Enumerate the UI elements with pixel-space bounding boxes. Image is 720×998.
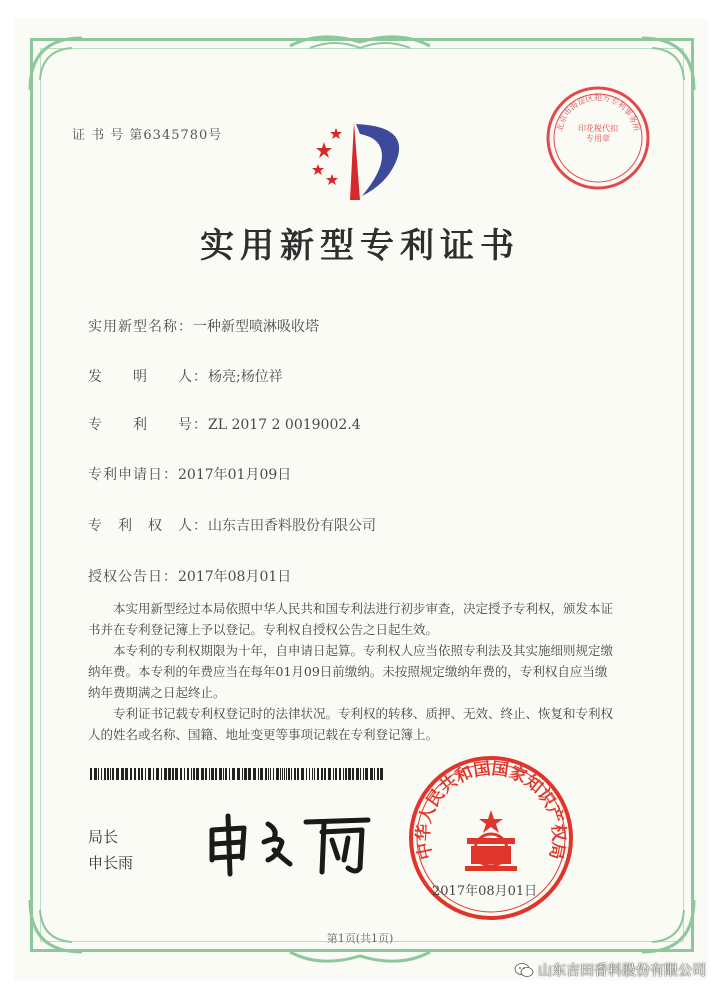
field-label: 专利申请日： <box>88 467 178 483</box>
barcode-bar <box>377 768 379 780</box>
barcode-bar <box>248 768 251 780</box>
barcode-bar <box>328 768 331 780</box>
barcode-bar <box>121 768 124 780</box>
barcode-bar <box>270 768 271 780</box>
barcode-bar <box>138 768 140 780</box>
barcode-bar <box>363 768 364 780</box>
paragraph: 专利证书记载专利权登记时的法律状况。专利权的转移、质押、无效、终止、恢复和专利权人的姓名或名称、国籍、地址变更等事项记载在专利登记簿上。 <box>88 706 614 742</box>
barcode-bar <box>284 768 285 780</box>
barcode-bar <box>148 768 151 780</box>
barcode-bar <box>291 768 292 780</box>
field-grant-date <box>88 566 291 586</box>
barcode-bar <box>244 768 247 780</box>
barcode-bar <box>209 768 210 780</box>
field-value: 山东吉田香料股份有限公司 <box>208 518 376 534</box>
barcode-bar <box>352 768 354 780</box>
certificate-body-text <box>88 598 613 745</box>
patent-office-logo-icon <box>302 112 412 202</box>
corner-ornament-br <box>632 890 702 960</box>
barcode-bar <box>193 768 195 780</box>
barcode-bar <box>219 768 222 780</box>
barcode-bar <box>153 768 154 780</box>
barcode-bar <box>345 768 347 780</box>
barcode-bar <box>324 768 326 780</box>
barcode-bar <box>98 768 99 780</box>
barcode-bar <box>260 768 263 780</box>
barcode-bar <box>380 768 383 780</box>
field-label: 发 明 人： <box>88 369 208 385</box>
field-label: 实用新型名称： <box>88 319 193 335</box>
barcode-bar <box>268 768 269 780</box>
barcode-bar <box>306 768 307 780</box>
barcode-bar <box>191 768 192 780</box>
barcode-bar <box>156 768 159 780</box>
barcode-bar <box>90 768 92 780</box>
barcode-bar <box>294 768 296 780</box>
director-name: 申长雨 <box>88 854 134 872</box>
barcode-bar <box>225 768 227 780</box>
watermark-text: 山东吉田香料股份有限公司 <box>538 963 706 979</box>
bottom-ornament <box>280 944 440 968</box>
barcode-bar <box>301 768 304 780</box>
barcode-bar <box>229 768 230 780</box>
wechat-watermark <box>514 960 706 980</box>
barcode-bar <box>276 768 279 780</box>
field-value: 2017年08月01日 <box>178 569 292 585</box>
barcode-bar <box>258 768 259 780</box>
barcode-bar <box>201 768 204 780</box>
barcode-bar <box>187 768 189 780</box>
barcode-bar <box>242 768 243 780</box>
field-inventors <box>88 366 283 386</box>
barcode-bar <box>175 768 178 780</box>
corner-ornament-tl <box>22 30 92 100</box>
barcode-bar <box>237 768 240 780</box>
certificate-title: 实用新型专利证书 <box>200 226 520 266</box>
barcode-bar <box>232 768 235 780</box>
barcode-bar <box>282 768 283 780</box>
barcode-bar <box>215 768 217 780</box>
barcode-bar <box>130 768 132 780</box>
field-utility-model-name <box>88 316 319 336</box>
field-label: 专 利 权 人： <box>88 518 208 534</box>
director-signature <box>198 808 376 880</box>
field-application-date <box>88 464 291 484</box>
barcode-bar <box>134 768 136 780</box>
barcode-bar <box>180 768 182 780</box>
barcode-bar <box>360 768 361 780</box>
barcode-bar <box>317 768 319 780</box>
barcode-bar <box>110 768 111 780</box>
barcode-bar <box>141 768 143 780</box>
field-patent-number <box>88 414 361 434</box>
barcode-bar <box>343 768 344 780</box>
field-value: ZL 2017 2 0019002.4 <box>208 417 361 433</box>
barcode-bar <box>314 768 315 780</box>
barcode-bar <box>205 768 207 780</box>
field-value: 2017年01月09日 <box>178 467 292 483</box>
barcode-bar <box>125 768 128 780</box>
seal-text: 中华人民共和国国家知识产权局 <box>413 758 569 862</box>
barcode-bar <box>184 768 185 780</box>
tax-seal-text: 北京市海淀区超方专利事务所 <box>555 93 641 133</box>
barcode-bar <box>297 768 299 780</box>
barcode-bar <box>94 768 97 780</box>
barcode-bar <box>335 768 337 780</box>
field-value: 一种新型喷淋吸收塔 <box>193 319 319 335</box>
barcode-bar <box>312 768 313 780</box>
barcode-bar <box>253 768 256 780</box>
certificate-number-label: 证 书 号 <box>72 128 125 143</box>
barcode-bar <box>273 768 274 780</box>
wechat-icon <box>514 962 534 978</box>
seal-date: 2017年08月01日 <box>432 884 538 899</box>
top-ornament <box>280 30 440 54</box>
barcode-bar <box>288 768 290 780</box>
barcode-bar <box>309 768 310 780</box>
barcode-bar <box>365 768 368 780</box>
barcode-bar <box>107 768 109 780</box>
barcode-bar <box>370 768 373 780</box>
barcode-bar <box>168 768 171 780</box>
barcode-bar <box>223 768 224 780</box>
barcode-bar <box>339 768 341 780</box>
barcode-bar <box>161 768 162 780</box>
field-label: 专 利 号： <box>88 417 208 433</box>
tax-seal-center-text: 印花税代扣专用章 <box>578 124 618 143</box>
field-value: 杨亮;杨位祥 <box>208 369 283 385</box>
field-label: 授权公告日： <box>88 569 178 585</box>
corner-ornament-bl <box>22 890 92 960</box>
barcode-bar <box>196 768 199 780</box>
tax-seal <box>544 84 652 192</box>
barcode-bar <box>356 768 359 780</box>
director-title: 局长 <box>88 828 119 846</box>
certificate-number <box>72 124 222 143</box>
barcode-bar <box>172 768 174 780</box>
paragraph: 本实用新型经过本局依照中华人民共和国专利法进行初步审查，决定授予专利权，颁发本证书并在专利登记簿上予以登记。专利权自授权公告之日起生效。 <box>88 601 614 637</box>
certificate-number-value: 第6345780号 <box>129 128 223 143</box>
paragraph: 本专利的专利权期限为十年，自申请日起算。专利权人应当依照专利法及其实施细则规定缴纳年费。本专利的年费应当在每年01月09日前缴纳。未按照规定缴纳年费的，专利权自应当缴纳年费期满之日起终止。 <box>88 643 614 700</box>
barcode-bar <box>211 768 214 780</box>
barcode <box>90 768 384 780</box>
barcode-bar <box>321 768 323 780</box>
barcode-bar <box>101 768 102 780</box>
page-number: 第1页(共1页) <box>326 932 394 945</box>
barcode-bar <box>280 768 281 780</box>
barcode-bar <box>104 768 106 780</box>
barcode-bar <box>145 768 146 780</box>
barcode-bar <box>286 768 287 780</box>
barcode-bar <box>333 768 334 780</box>
barcode-bar <box>164 768 167 780</box>
field-patentee <box>88 515 376 535</box>
barcode-bar <box>116 768 119 780</box>
barcode-bar <box>374 768 375 780</box>
barcode-bar <box>112 768 114 780</box>
barcode-bar <box>348 768 351 780</box>
barcode-bar <box>265 768 267 780</box>
